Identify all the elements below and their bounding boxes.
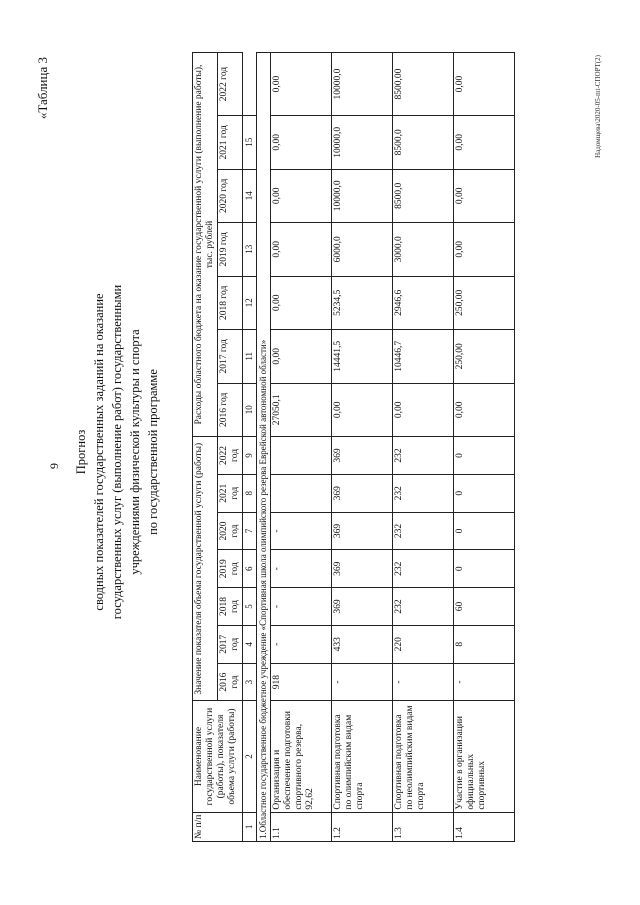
volume-cell: 8 [454, 625, 515, 663]
table-label: «Таблица 3 [35, 57, 50, 120]
volume-cell: - [332, 663, 393, 701]
volume-cell: 369 [332, 550, 393, 588]
expense-cell: 0,00 [454, 383, 515, 437]
volume-cell: - [271, 588, 332, 626]
expense-cell: 8500,0 [393, 116, 454, 170]
expense-cell: 14441,5 [332, 330, 393, 384]
volume-cell: 220 [393, 625, 454, 663]
year-cell: 2018 год [218, 276, 243, 330]
row-number-cell: 1.1 [271, 812, 332, 841]
volume-cell: 0 [454, 550, 515, 588]
expense-cell: 250,00 [454, 330, 515, 384]
expense-cell: 0,00 [271, 169, 332, 223]
year-cell: 2019 год [218, 550, 243, 588]
column-number: 14 [243, 169, 257, 223]
column-number: 3 [243, 663, 257, 701]
service-name-cell: Участие в организации официальных спортивных [454, 701, 515, 812]
year-cell: 2021 год [218, 474, 243, 512]
row-number-cell: 1.4 [454, 812, 515, 841]
volume-cell: 232 [393, 550, 454, 588]
year-cell: 2022 год [218, 437, 243, 475]
heading-line: Прогноз [74, 429, 88, 475]
volume-cell: 0 [454, 512, 515, 550]
year-cell: 2016 год [218, 663, 243, 701]
volume-cell: 232 [393, 474, 454, 512]
heading-line: государственных услуг (выполнение работ) государственными [110, 284, 124, 620]
column-number: 8 [243, 474, 257, 512]
expense-cell: 0,00 [332, 383, 393, 437]
footer-file-path: Надомщева\2020-05-mt-СПОРТ(2) [594, 55, 602, 158]
volume-cell: - [271, 512, 332, 550]
table-body [271, 53, 515, 842]
column-number: 15 [243, 116, 257, 170]
service-name-cell: Спортивная подготовка по олимпийским видам спорта [332, 701, 393, 812]
expense-cell: 0,00 [271, 53, 332, 116]
heading-line: сводных показателей государственных заданий на оказание [92, 293, 106, 611]
expense-cell: 5234,5 [332, 276, 393, 330]
volume-cell: 0 [454, 437, 515, 475]
year-cell: 2021 год [218, 116, 243, 170]
volume-cell: 60 [454, 588, 515, 626]
volume-cell: 232 [393, 588, 454, 626]
year-cell: 2018 год [218, 588, 243, 626]
volume-cell: 918 [271, 663, 332, 701]
header-num: № п/п [193, 812, 243, 841]
expense-cell: 0,00 [454, 223, 515, 277]
column-number: 7 [243, 512, 257, 550]
volume-cell: - [393, 663, 454, 701]
expense-cell: 10000,0 [332, 116, 393, 170]
row-number-cell: 1.3 [393, 812, 454, 841]
column-number: 11 [243, 330, 257, 384]
volume-cell: - [454, 663, 515, 701]
service-name-cell: Спортивная подготовка по неолимпийским видам спорта [393, 701, 454, 812]
expense-cell: 10000,0 [332, 169, 393, 223]
column-numbers-row [243, 53, 257, 842]
expense-cell: 3000,0 [393, 223, 454, 277]
column-number: 10 [243, 383, 257, 437]
year-cell: 2020 год [218, 169, 243, 223]
expense-cell: 0,00 [271, 223, 332, 277]
expense-cell: 0,00 [271, 330, 332, 384]
volume-cell: 433 [332, 625, 393, 663]
year-cell: 2022 год [218, 53, 243, 116]
column-number: 9 [243, 437, 257, 475]
volume-cell: 232 [393, 512, 454, 550]
expense-cell: 8500,0 [393, 169, 454, 223]
volume-cell: 369 [332, 437, 393, 475]
column-number: 5 [243, 588, 257, 626]
forecast-table [192, 52, 515, 842]
volume-cell [271, 437, 332, 475]
table-row [271, 53, 332, 842]
year-cell: 2017 год [218, 330, 243, 384]
heading-line: по государственной программе [146, 369, 160, 535]
expense-cell: 6000,0 [332, 223, 393, 277]
expense-cell: 250,00 [454, 276, 515, 330]
column-number: 12 [243, 276, 257, 330]
year-cell: 2020 год [218, 512, 243, 550]
volume-cell: 369 [332, 588, 393, 626]
header-name: Наименование государственной услуги (работы), показателя объема услуги (работы) [193, 701, 243, 812]
expense-cell: 0,00 [454, 116, 515, 170]
expense-cell: 10446,7 [393, 330, 454, 384]
expense-cell: 0,00 [271, 276, 332, 330]
year-cell: 2019 год [218, 223, 243, 277]
header-volume: Значение показателя объема государственной услуги (работы) [193, 437, 218, 701]
header-expenses: Расходы областного бюджета на оказание государственной услуги (выполнение работы), тыс. рублей [193, 53, 218, 437]
service-name-cell: Организация и обеспечение подготовки спортивного резерва, 92,62 [271, 701, 332, 812]
volume-cell: 369 [332, 512, 393, 550]
column-number: 2 [243, 701, 257, 812]
row-number-cell: 1.2 [332, 812, 393, 841]
section-title: 1.Областное государственное бюджетное учреждение «Спортивная школа олимпийского резерва Еврейской автономной области» [257, 53, 271, 842]
document-heading [72, 17, 162, 887]
expense-cell: 0,00 [454, 169, 515, 223]
volume-cell: - [271, 550, 332, 588]
header-row [193, 53, 218, 842]
volume-cell: - [271, 625, 332, 663]
expense-cell: 10000,0 [332, 53, 393, 116]
expense-cell: 27050,1 [271, 383, 332, 437]
heading-line: учреждениями физической культуры и спорта [128, 329, 142, 575]
year-cell: 2016 год [218, 383, 243, 437]
expense-cell: 0,00 [393, 383, 454, 437]
table-row [393, 53, 454, 842]
volume-cell: 0 [454, 474, 515, 512]
expense-cell: 8500,00 [393, 53, 454, 116]
expense-cell: 0,00 [454, 53, 515, 116]
expense-cell: 0,00 [271, 116, 332, 170]
column-number: 1 [243, 812, 257, 841]
rotated-document-page [20, 17, 620, 887]
table-row [454, 53, 515, 842]
volume-cell: 369 [332, 474, 393, 512]
page-number: 9 [47, 463, 61, 469]
year-cell: 2017 год [218, 625, 243, 663]
expense-cell: 2946,6 [393, 276, 454, 330]
section-row [257, 53, 271, 842]
column-number: 13 [243, 223, 257, 277]
table-row [332, 53, 393, 842]
column-number: 4 [243, 625, 257, 663]
volume-cell: 232 [393, 437, 454, 475]
volume-cell [271, 474, 332, 512]
column-number: 6 [243, 550, 257, 588]
